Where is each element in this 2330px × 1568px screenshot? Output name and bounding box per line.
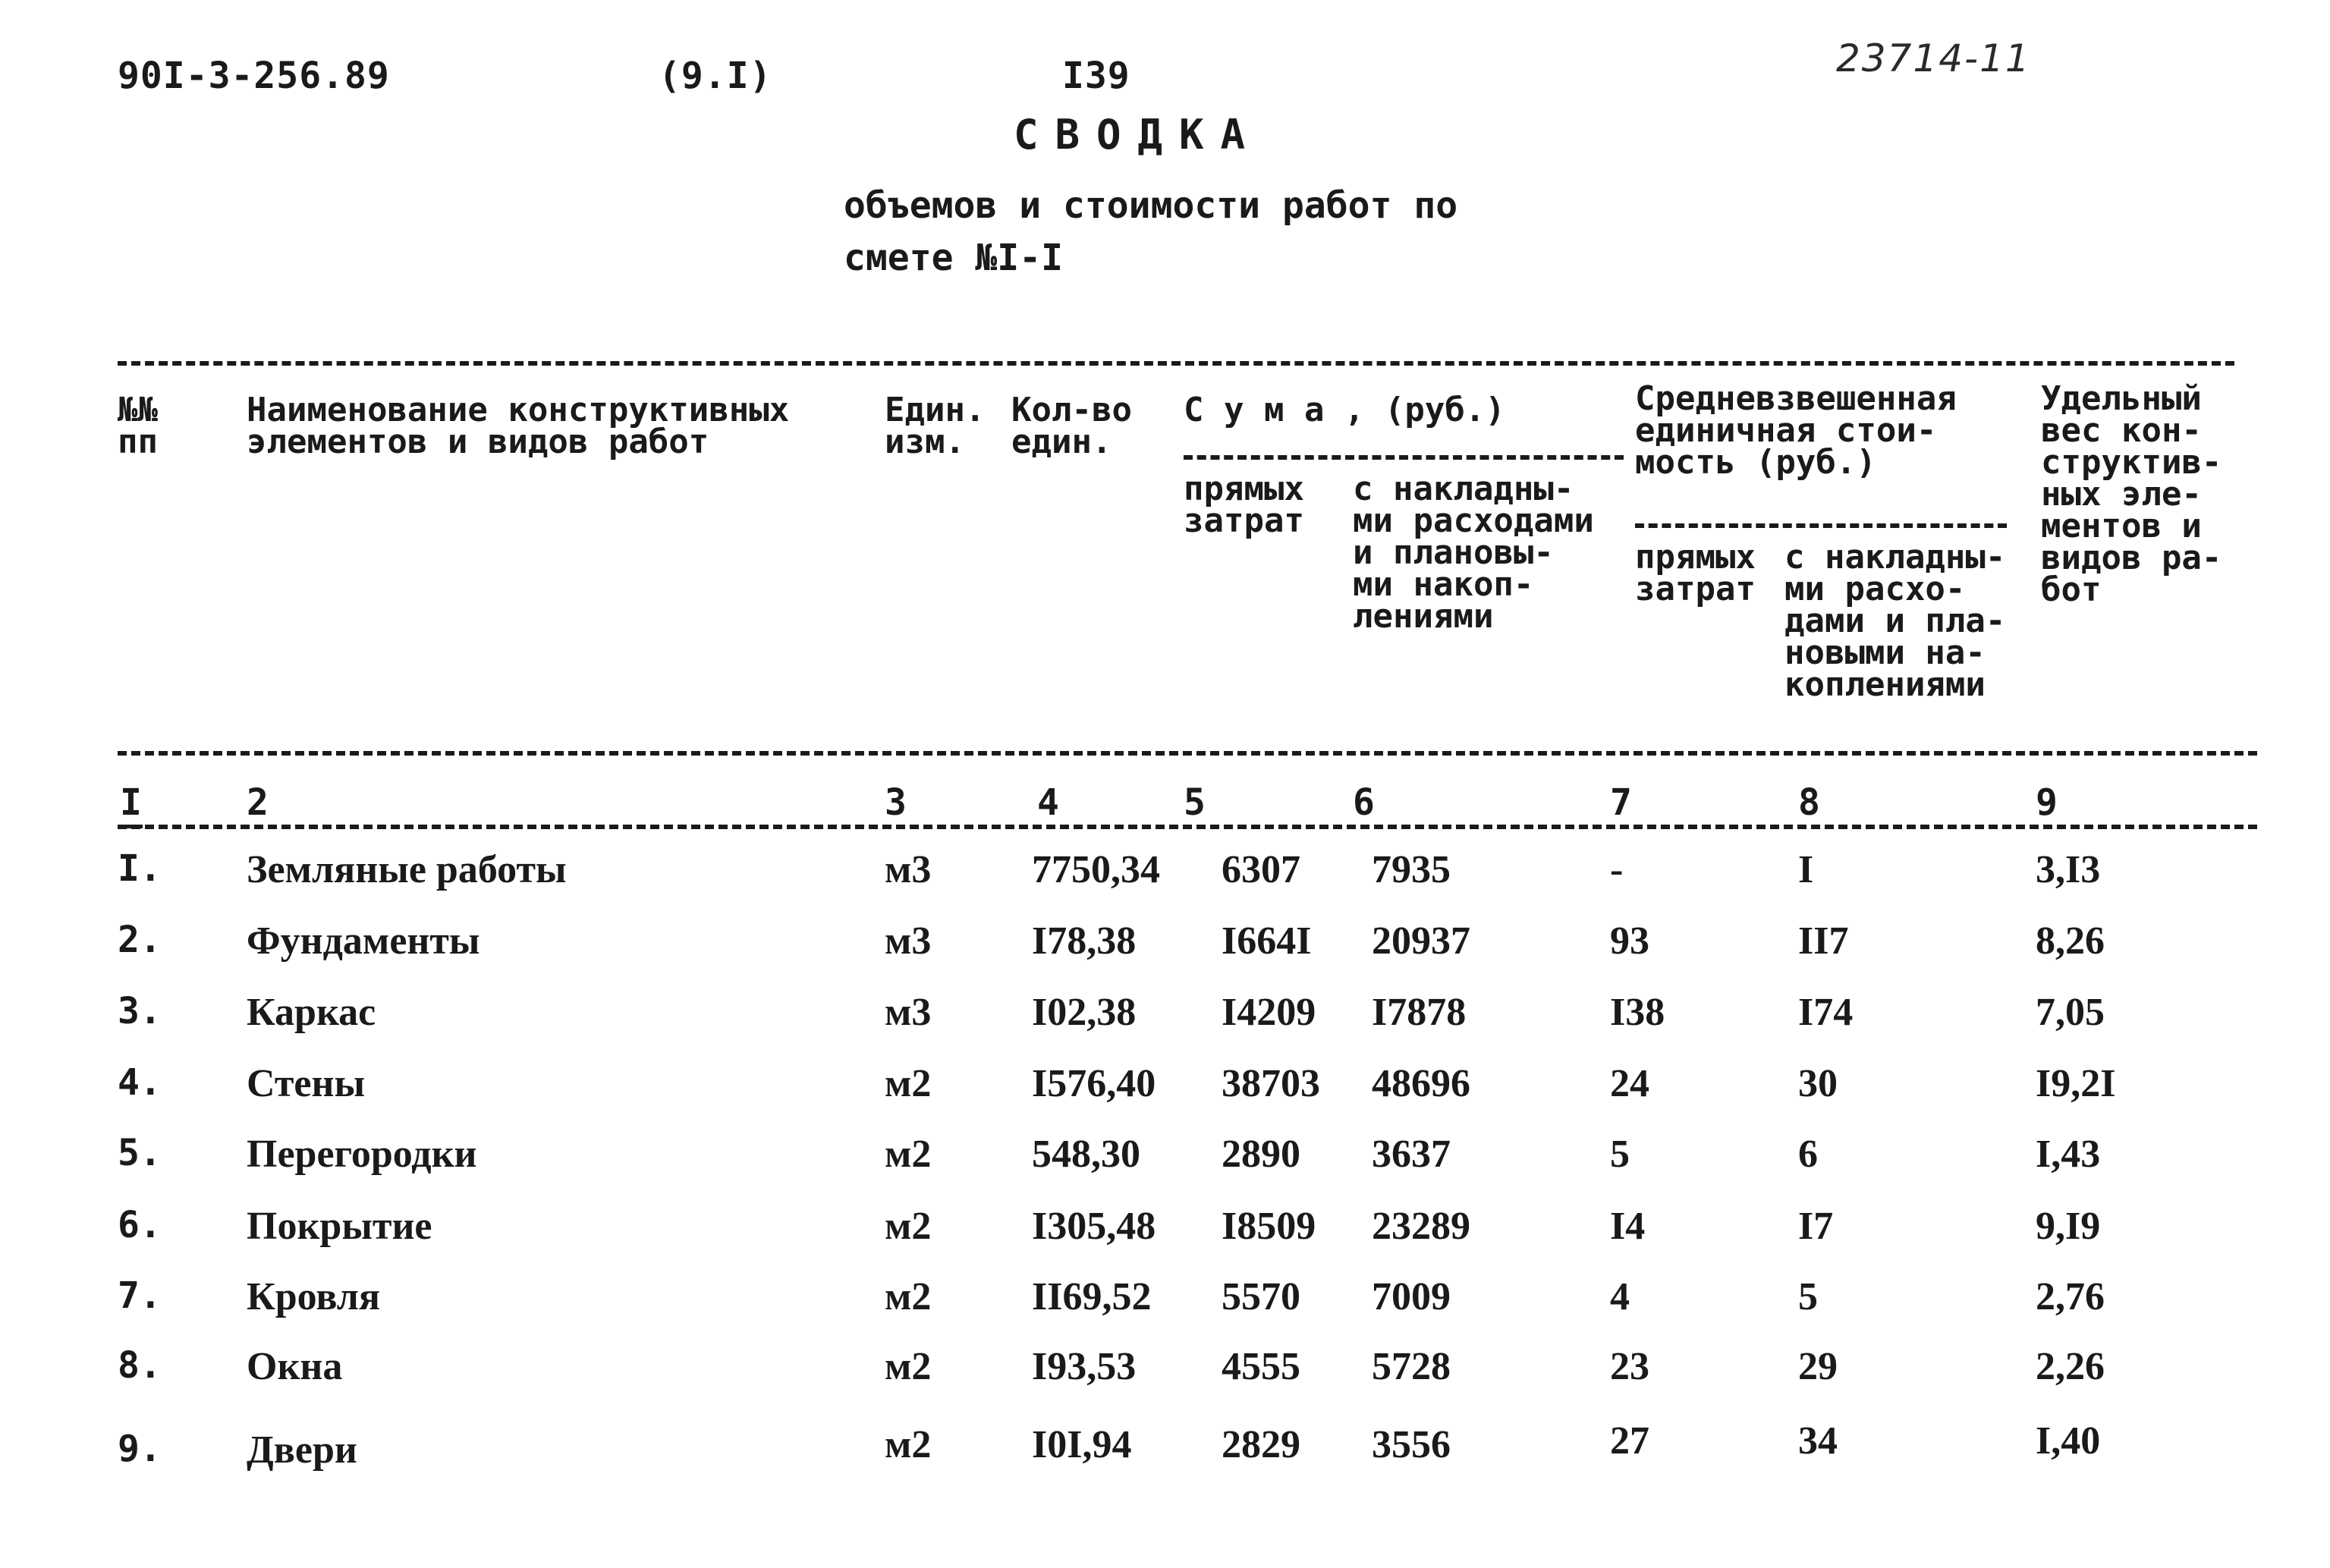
row-share: 7,05 (2036, 991, 2105, 1034)
row-quantity: I02,38 (1032, 991, 1137, 1034)
row-share: I,40 (2036, 1419, 2101, 1463)
row-sum-direct: I8509 (1222, 1205, 1316, 1248)
row-quantity: 7750,34 (1032, 848, 1160, 891)
col-header-sum-direct: прямых затрат (1184, 470, 1304, 540)
row-avg-overhead: I74 (1798, 991, 1854, 1034)
row-unit: м2 (885, 1062, 932, 1105)
col-header-share: Удельный вес кон- структив- ных эле- ментов и видов ра- бот (2041, 379, 2222, 609)
row-number: 2. (118, 919, 162, 961)
row-unit: м3 (885, 991, 932, 1034)
row-avg-direct: 93 (1610, 919, 1649, 963)
row-name: Каркас (247, 991, 376, 1034)
row-unit: м2 (885, 1133, 932, 1176)
column-number-1-underline (120, 825, 143, 828)
col-header-avg-group: Средневзвешенная единичная стои- мость (руб.) (1635, 379, 1957, 482)
row-unit: м2 (885, 1205, 932, 1248)
row-quantity: I576,40 (1032, 1062, 1156, 1105)
row-name: Покрытие (247, 1205, 432, 1248)
row-sum-overhead: 23289 (1372, 1205, 1470, 1248)
row-unit: м2 (885, 1345, 932, 1388)
row-name: Стены (247, 1062, 366, 1105)
row-sum-overhead: 3556 (1372, 1423, 1451, 1466)
row-sum-overhead: 7935 (1372, 848, 1451, 891)
row-sum-direct: 5570 (1222, 1275, 1300, 1318)
row-number: 8. (118, 1344, 162, 1387)
row-quantity: I305,48 (1032, 1205, 1156, 1248)
col-header-number: №№ пп (118, 391, 158, 461)
row-sum-overhead: 3637 (1372, 1133, 1451, 1176)
page-number: I39 (1062, 55, 1130, 97)
row-number: I. (118, 847, 162, 890)
row-sum-direct: 2890 (1222, 1133, 1300, 1176)
row-share: I,43 (2036, 1133, 2101, 1176)
row-share: 3,I3 (2036, 848, 2101, 891)
row-sum-overhead: 48696 (1372, 1062, 1470, 1105)
row-avg-direct: I4 (1610, 1205, 1646, 1248)
row-avg-overhead: 5 (1798, 1275, 1818, 1318)
row-quantity: I93,53 (1032, 1345, 1137, 1388)
row-number: 6. (118, 1204, 162, 1246)
col-header-avg-overhead: с накладны- ми расхо- дами и пла- новыми на- коплениями (1784, 538, 2006, 704)
row-name: Перегородки (247, 1133, 477, 1176)
row-share: 9,I9 (2036, 1205, 2101, 1248)
title-line-1: объемов и стоимости работ по (844, 184, 1458, 227)
row-avg-direct: 27 (1610, 1419, 1649, 1463)
row-unit: м3 (885, 848, 932, 891)
column-number-3: 3 (885, 781, 907, 824)
col-header-unit: Един. изм. (885, 391, 986, 461)
col-header-sum-overhead: с накладны- ми расходами и плановы- ми накоп- лениями (1353, 470, 1594, 636)
column-number-9: 9 (2036, 781, 2058, 824)
row-avg-overhead: 30 (1798, 1062, 1838, 1105)
section-number: (9.I) (659, 55, 772, 97)
row-sum-direct: 38703 (1222, 1062, 1320, 1105)
row-sum-direct: 6307 (1222, 848, 1300, 891)
row-sum-direct: 2829 (1222, 1423, 1300, 1466)
row-number: 4. (118, 1061, 162, 1104)
row-quantity: I78,38 (1032, 919, 1137, 963)
row-number: 3. (118, 990, 162, 1032)
column-number-1: I (120, 781, 142, 824)
row-avg-overhead: 29 (1798, 1345, 1838, 1388)
column-number-4: 4 (1037, 781, 1059, 824)
col-header-avg-direct: прямых затрат (1635, 538, 1756, 608)
row-sum-overhead: I7878 (1372, 991, 1467, 1034)
column-number-5: 5 (1184, 781, 1206, 824)
table-top-rule (118, 361, 2234, 366)
column-number-8: 8 (1798, 781, 1820, 824)
row-sum-direct: 4555 (1222, 1345, 1300, 1388)
avg-group-rule (1635, 523, 2007, 528)
row-share: 2,76 (2036, 1275, 2105, 1318)
row-avg-overhead: 34 (1798, 1419, 1838, 1463)
row-quantity: II69,52 (1032, 1275, 1152, 1318)
col-header-quantity: Кол-во един. (1011, 391, 1132, 461)
row-sum-overhead: 5728 (1372, 1345, 1451, 1388)
row-name: Двери (247, 1428, 357, 1472)
row-name: Фундаменты (247, 919, 480, 963)
row-sum-overhead: 7009 (1372, 1275, 1451, 1318)
row-avg-overhead: I (1798, 848, 1814, 891)
row-avg-overhead: I7 (1798, 1205, 1834, 1248)
col-header-sum-group: С у м а , (руб.) (1184, 391, 1505, 429)
row-avg-direct: 23 (1610, 1345, 1649, 1388)
row-quantity: I0I,94 (1032, 1423, 1132, 1466)
row-avg-direct: - (1610, 848, 1624, 891)
document-title: СВОДКА (1014, 111, 1262, 159)
row-avg-direct: 4 (1610, 1275, 1630, 1318)
column-number-rule (118, 825, 2257, 829)
column-number-6: 6 (1353, 781, 1375, 824)
row-share: I9,2I (2036, 1062, 2116, 1105)
row-name: Земляные работы (247, 848, 567, 891)
row-sum-direct: I4209 (1222, 991, 1316, 1034)
row-quantity: 548,30 (1032, 1133, 1140, 1176)
row-avg-direct: 24 (1610, 1062, 1649, 1105)
row-share: 2,26 (2036, 1345, 2105, 1388)
row-name: Окна (247, 1345, 343, 1388)
row-unit: м2 (885, 1275, 932, 1318)
row-number: 9. (118, 1428, 162, 1470)
row-avg-overhead: II7 (1798, 919, 1849, 963)
row-avg-direct: 5 (1610, 1133, 1630, 1176)
document-code: 90I-3-256.89 (118, 55, 390, 97)
row-unit: м2 (885, 1423, 932, 1466)
row-avg-overhead: 6 (1798, 1133, 1818, 1176)
row-sum-direct: I664I (1222, 919, 1312, 963)
row-share: 8,26 (2036, 919, 2105, 963)
title-line-2: смете №I-I (844, 237, 1063, 279)
row-number: 5. (118, 1132, 162, 1174)
sum-group-rule (1184, 455, 1624, 460)
row-avg-direct: I38 (1610, 991, 1665, 1034)
handwritten-reference: 23714-11 (1836, 36, 2031, 80)
column-number-7: 7 (1610, 781, 1632, 824)
col-header-name: Наименование конструктивных элементов и видов работ (247, 391, 790, 461)
column-number-2: 2 (247, 781, 269, 824)
row-sum-overhead: 20937 (1372, 919, 1470, 963)
row-number: 7. (118, 1274, 162, 1317)
row-name: Кровля (247, 1275, 381, 1318)
header-bottom-rule (118, 751, 2257, 756)
row-unit: м3 (885, 919, 932, 963)
